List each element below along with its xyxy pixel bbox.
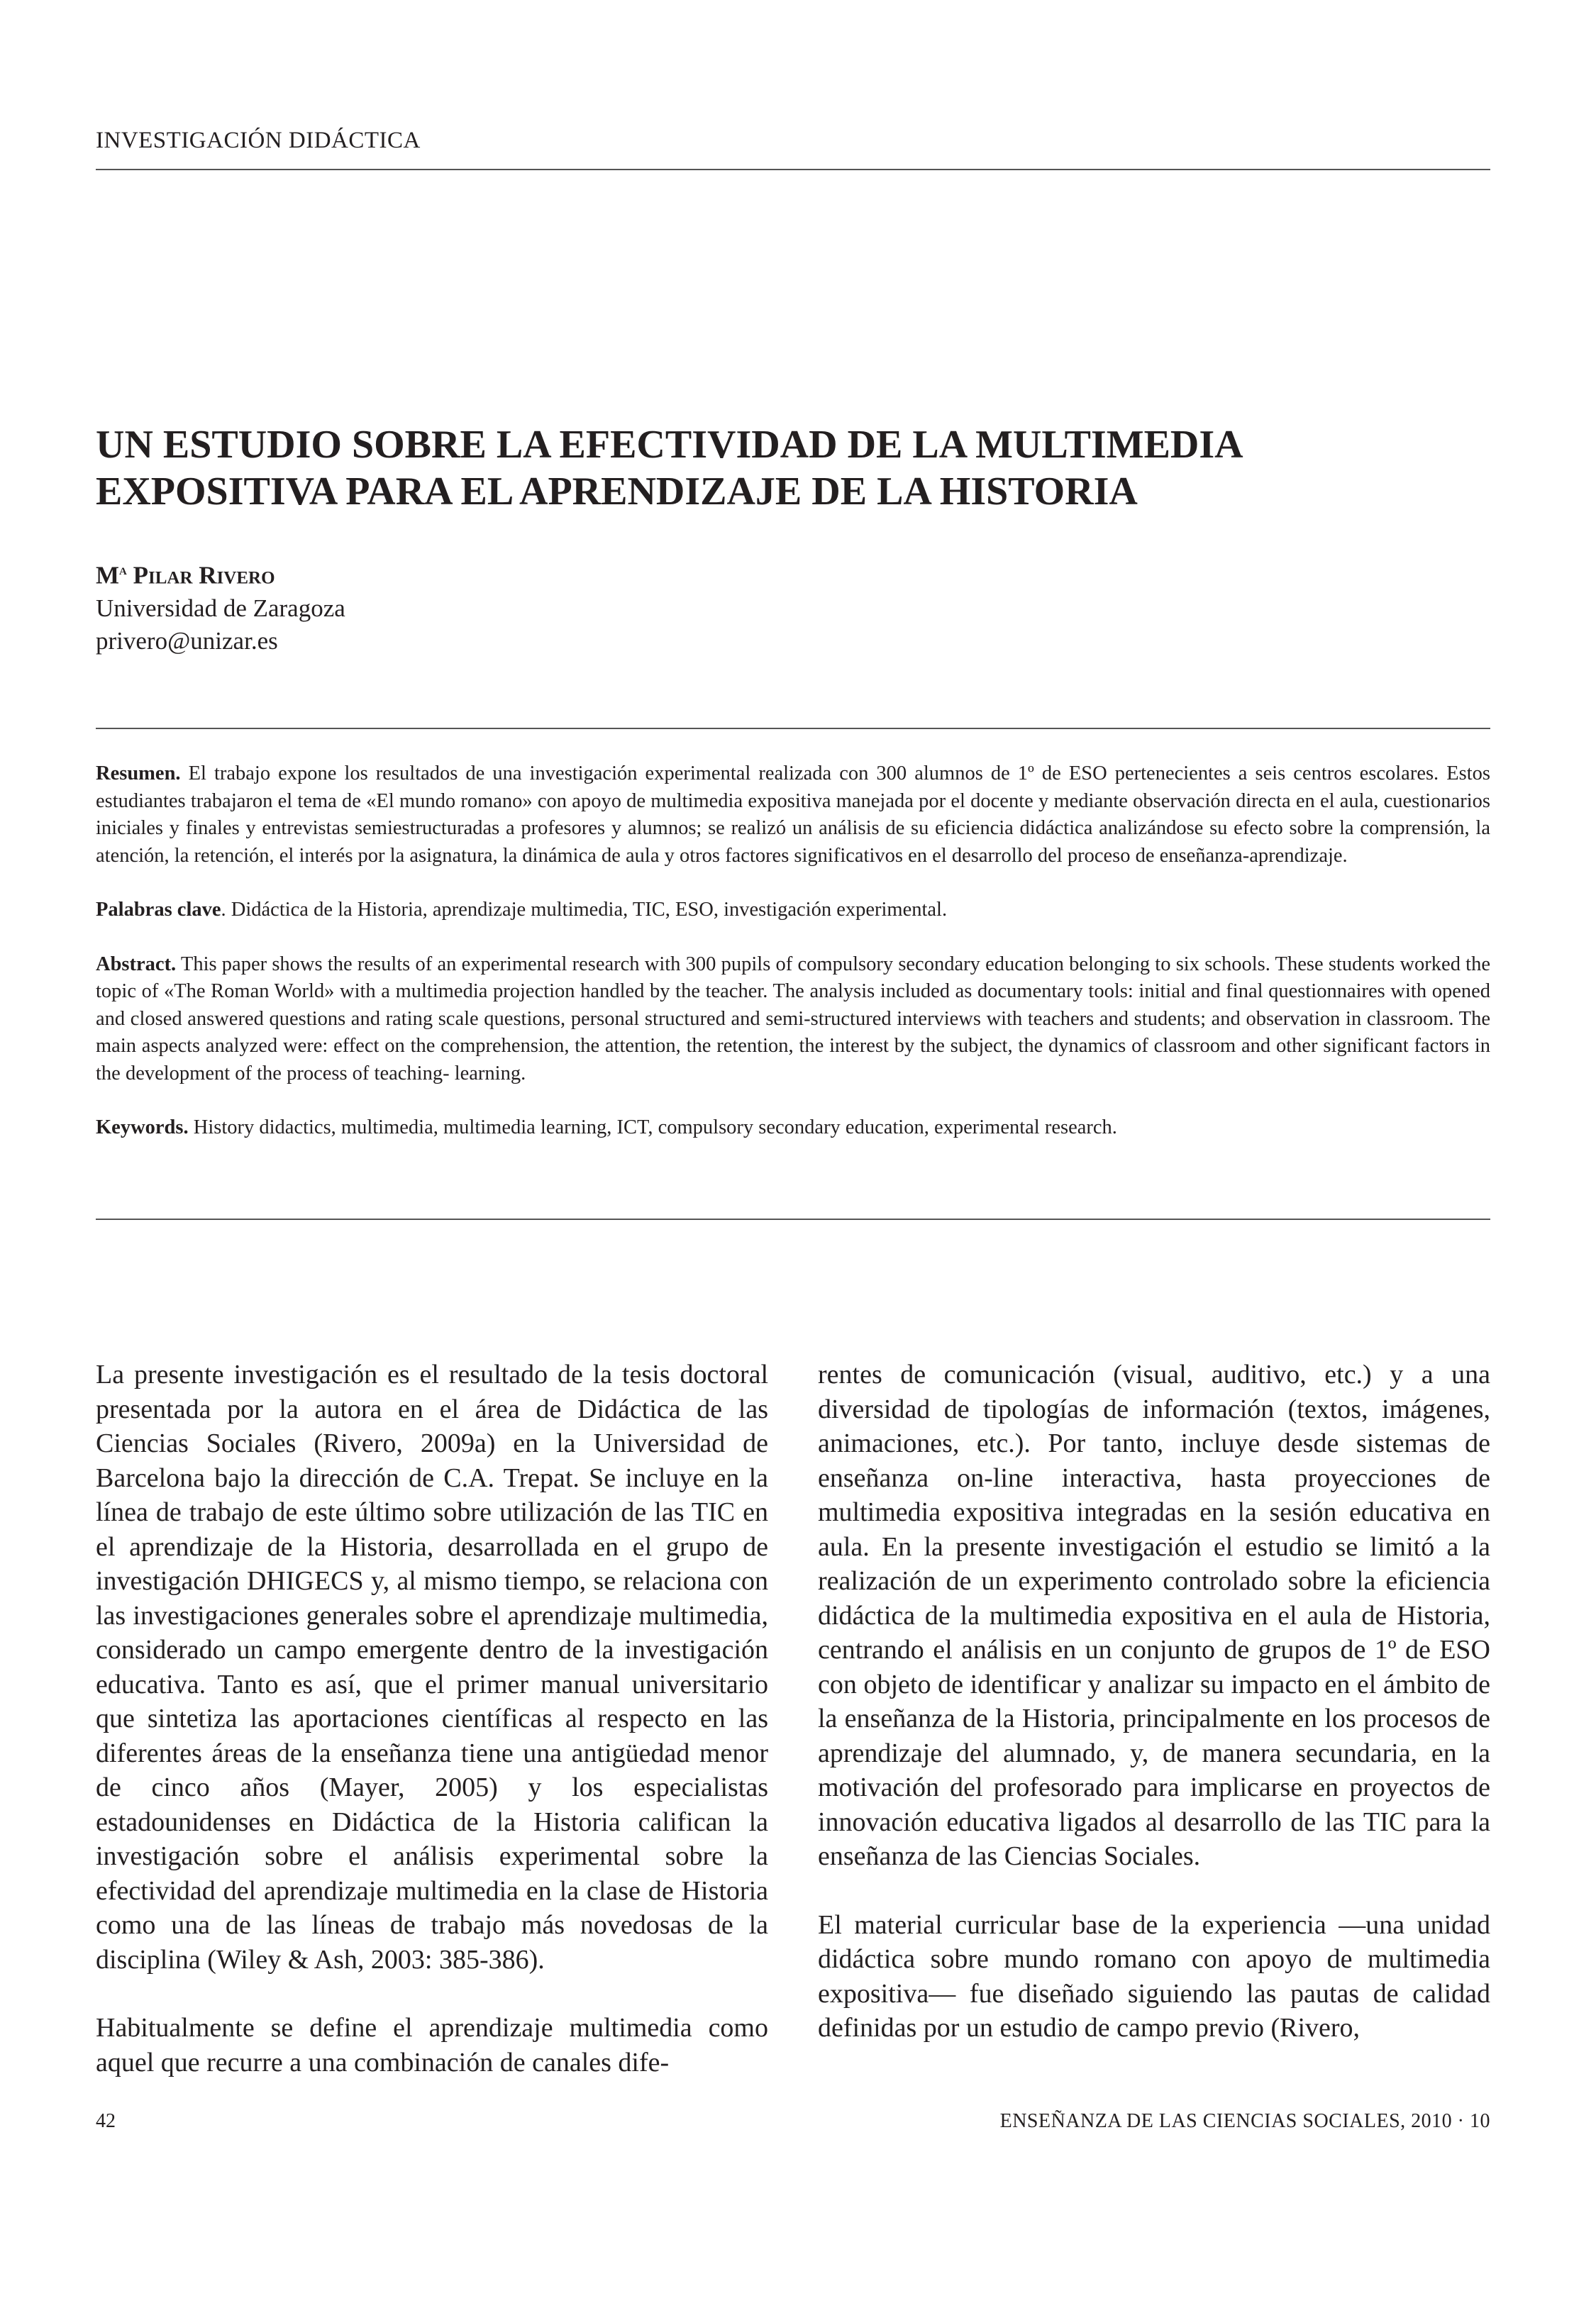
author-affiliation: Universidad de Zaragoza (96, 594, 345, 622)
journal-footer: ENSEÑANZA DE LAS CIENCIAS SOCIALES, 2010 · 10 (999, 2110, 1490, 2132)
header-rule (96, 169, 1490, 170)
abstract-top-rule (96, 728, 1490, 729)
keywords-paragraph (96, 1114, 1490, 1142)
left-column (96, 1358, 768, 2114)
body-paragraph: La presente investigación es el resultado de la tesis doctoral presentada por la autora en el área de Didáctica de las Ciencias Sociales (Rivero, 2009a) en la Universidad de Barcelona bajo la dirección de C.A. Trepat. Se incluye en la línea de trabajo de este último sobre utilización de las TIC en el aprendizaje de la Historia, desarrollada en el grupo de investigación DHIGECS y, al mismo tiempo, se relaciona con las investigaciones generales sobre el aprendizaje multimedia, considerado un campo emergente dentro de la investigación educativa. Tanto es así, que el primer manual universitario que sintetiza las aportaciones científicas al respecto en las diferentes áreas de la enseñanza tiene una antigüedad menor de cinco años (Mayer, 2005) y los especialistas estadounidenses en Didáctica de la Historia califican la investigación sobre el análisis experimental sobre la efectividad del aprendizaje multimedia en la clase de Historia como una de las líneas de trabajo más novedosas de la disciplina (Wiley & Ash, 2003: 385-386). (96, 1360, 768, 1975)
palabras-clave-label: Palabras clave (96, 899, 221, 921)
article-title (96, 421, 1490, 515)
palabras-clave-paragraph (96, 897, 1490, 924)
palabras-clave-text: . Didáctica de la Historia, aprendizaje multimedia, TIC, ESO, investigación experimental. (221, 899, 948, 921)
right-column (818, 1358, 1490, 2114)
keywords-label: Keywords. (96, 1116, 189, 1138)
abstract-text: This paper shows the results of an experimental research with 300 pupils of compulsory secondary education belonging to six schools. These students worked the topic of «The Roman World» with a multimedia projection handled by the teacher. The analysis included as documentary tools: initial and final questionnaires with opened and closed answered questions and rating scale questions, personal structured and semi-structured interviews with teachers and students; and observation in classroom. The main aspects analyzed were: effect on the comprehension, the attention, the retention, the interest by the subject, the dynamics of classroom and other significant factors in the development of the process of teaching- learning. (96, 953, 1490, 1084)
abstract-block (96, 760, 1490, 1169)
author-name: $M^a$ Pilar Rivero (96, 560, 275, 589)
author-block (96, 553, 345, 658)
page-number: 42 (96, 2110, 116, 2132)
body-paragraph: El material curricular base de la experiencia —una unidad didáctica sobre mundo romano con apoyo de multimedia expositiva— fue diseñado siguiendo las pautas de calidad definidas por un estudio de campo previo (Rivero, (818, 1909, 1490, 2043)
title-line-2: EXPOSITIVA PARA EL APRENDIZAJE DE LA HISTORIA (96, 470, 1138, 514)
resumen-label: Resumen. (96, 762, 181, 784)
title-line-1: UN ESTUDIO SOBRE LA EFECTIVIDAD DE LA MULTIMEDIA (96, 423, 1243, 467)
resumen-text: El trabajo expone los resultados de una investigación experimental realizada con 300 alumnos de 1º de ESO pertenecientes a seis centros escolares. Estos estudiantes trabajaron el tema de «El mundo romano» con apoyo de multimedia expositiva manejada por el docente y mediante observación directa en el aula, cuestionarios iniciales y finales y entrevistas semiestructuradas a profesores y alumnos; se realizó un análisis de su eficiencia didáctica analizándose su efecto sobre la comprensión, la atención, la retención, el interés por la asignatura, la dinámica de aula y otros factores significativos en el desarrollo del proceso de enseñanza-aprendizaje. (96, 762, 1490, 867)
keywords-text: History didactics, multimedia, multimedia learning, ICT, compulsory secondary education, experimental research. (188, 1116, 1117, 1138)
body-paragraph: Habitualmente se define el aprendizaje multimedia como aquel que recurre a una combinación de canales dife- (96, 2013, 768, 2077)
abstract-label: Abstract. (96, 953, 177, 975)
resumen-paragraph (96, 760, 1490, 870)
running-head: INVESTIGACIÓN DIDÁCTICA (96, 128, 421, 153)
body-paragraph: rentes de comunicación (visual, auditivo, etc.) y a una diversidad de tipologías de información (textos, imágenes, animaciones, etc.). Por tanto, incluye desde sistemas de enseñanza on-line interactiva, hasta proyecciones de multimedia expositiva integradas en la sesión educativa en aula. En la presente investigación el estudio se limitó a la realización de un experimento controlado sobre la eficiencia didáctica de la multimedia expositiva en el aula de Historia, centrando el análisis en un conjunto de grupos de 1º de ESO con objeto de identificar y analizar su impacto en el ámbito de la enseñanza de la Historia, principalmente en los procesos de aprendizaje del alumnado, y, de manera secundaria, en la motivación del profesorado para implicarse en proyectos de innovación educativa ligados al desarrollo de las TIC para la enseñanza de las Ciencias Sociales. (818, 1360, 1490, 1871)
abstract-bottom-rule (96, 1219, 1490, 1220)
abstract-paragraph (96, 951, 1490, 1088)
author-email: privero@unizar.es (96, 626, 278, 655)
body-columns (96, 1358, 1490, 2114)
